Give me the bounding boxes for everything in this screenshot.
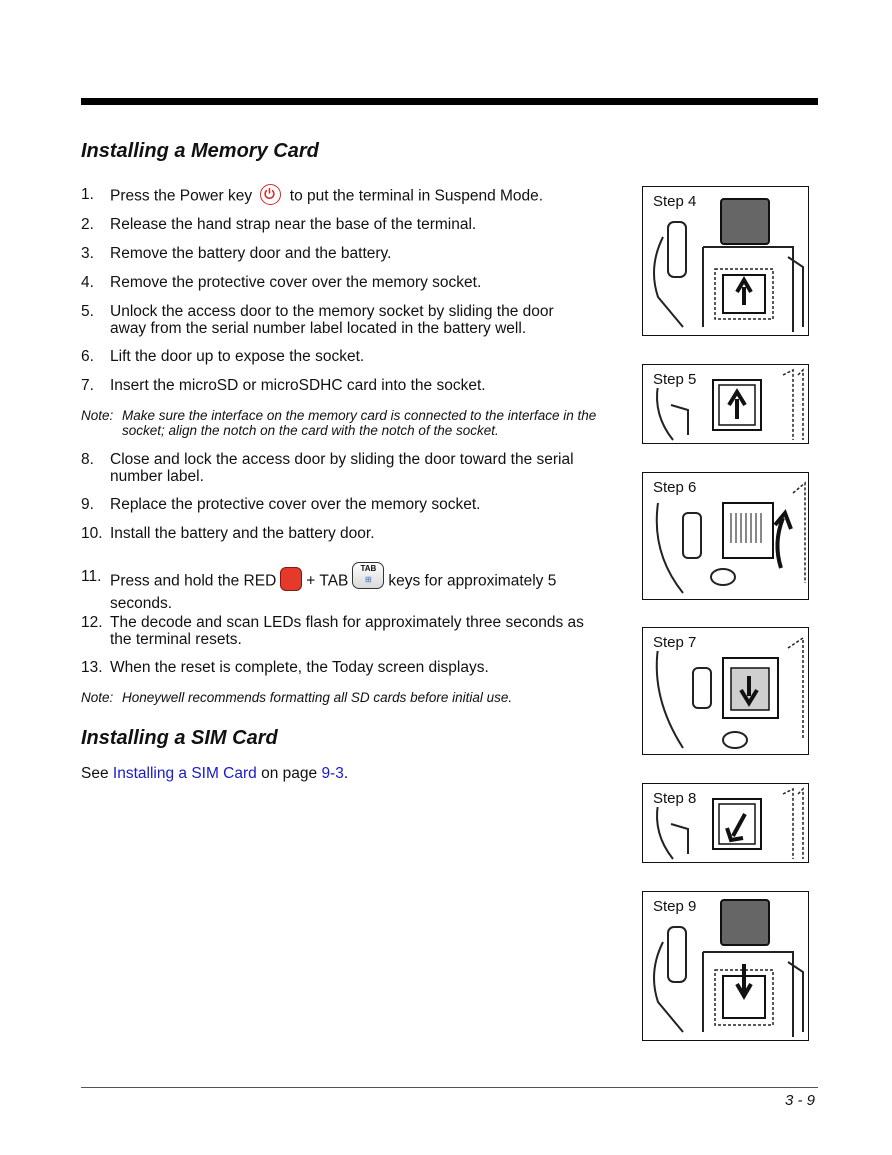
step-5: 5. Unlock the access door to the memory socket by sliding the door away from the serial number label located in the battery well. [81, 303, 554, 337]
power-icon [260, 184, 281, 205]
page-number: 3 - 9 [784, 1092, 815, 1109]
figure-step-6 [642, 472, 809, 600]
link-installing-sim-card[interactable]: Installing a SIM Card [112, 765, 257, 782]
step-8: 8. Close and lock the access door by sliding the door toward the serial number label. [81, 451, 574, 485]
section-title-sim-card: Installing a SIM Card [81, 727, 278, 749]
note-honeywell: Note: Honeywell recommends formatting all SD cards before initial use. [81, 690, 513, 705]
step-1: 1. Press the Power key to put the terminal in Suspend Mode. [81, 186, 544, 205]
step-2: 2. Release the hand strap near the base of the terminal. [81, 216, 477, 233]
tab-key-icon: TAB ⊞ [352, 562, 384, 589]
step-4: 4. Remove the protective cover over the memory socket. [81, 274, 482, 291]
step-13: 13. When the reset is complete, the Today screen displays. [81, 659, 489, 676]
figure-step-8 [642, 783, 809, 863]
figure-label: Step 6 [653, 479, 697, 496]
figure-label: Step 5 [653, 371, 697, 388]
figure-step-7 [642, 627, 809, 755]
note-memory-card: Note: Make sure the interface on the memory card is connected to the interface in the socket; align the notch on the card with the notch of the socket. [81, 408, 597, 438]
footer-rule [81, 1087, 818, 1088]
header-rule [81, 98, 818, 105]
section-title-memory-card: Installing a Memory Card [81, 140, 319, 162]
figure-step-5 [642, 364, 809, 444]
step-6: 6. Lift the door up to expose the socket. [81, 348, 365, 365]
figure-label: Step 4 [653, 193, 697, 210]
link-page-9-3[interactable]: 9-3 [321, 765, 344, 782]
figure-step-9 [642, 891, 809, 1041]
step-9: 9. Replace the protective cover over the memory socket. [81, 496, 481, 513]
figure-step-4 [642, 186, 809, 336]
step-12: 12. The decode and scan LEDs flash for approximately three seconds as the terminal resets. [81, 614, 584, 648]
step-3: 3. Remove the battery door and the battery. [81, 245, 392, 262]
figure-label: Step 7 [653, 634, 697, 651]
step-7: 7. Insert the microSD or microSDHC card into the socket. [81, 377, 486, 394]
step-10: 10. Install the battery and the battery door. [81, 525, 375, 542]
figure-label: Step 9 [653, 898, 697, 915]
red-key-icon [280, 567, 302, 591]
step-11: 11. Press and hold the RED + TABTAB ⊞ keys for approximately 5 seconds. [81, 564, 557, 612]
sim-card-reference: See Installing a SIM Card on page 9-3. [81, 765, 349, 782]
figure-label: Step 8 [653, 790, 697, 807]
